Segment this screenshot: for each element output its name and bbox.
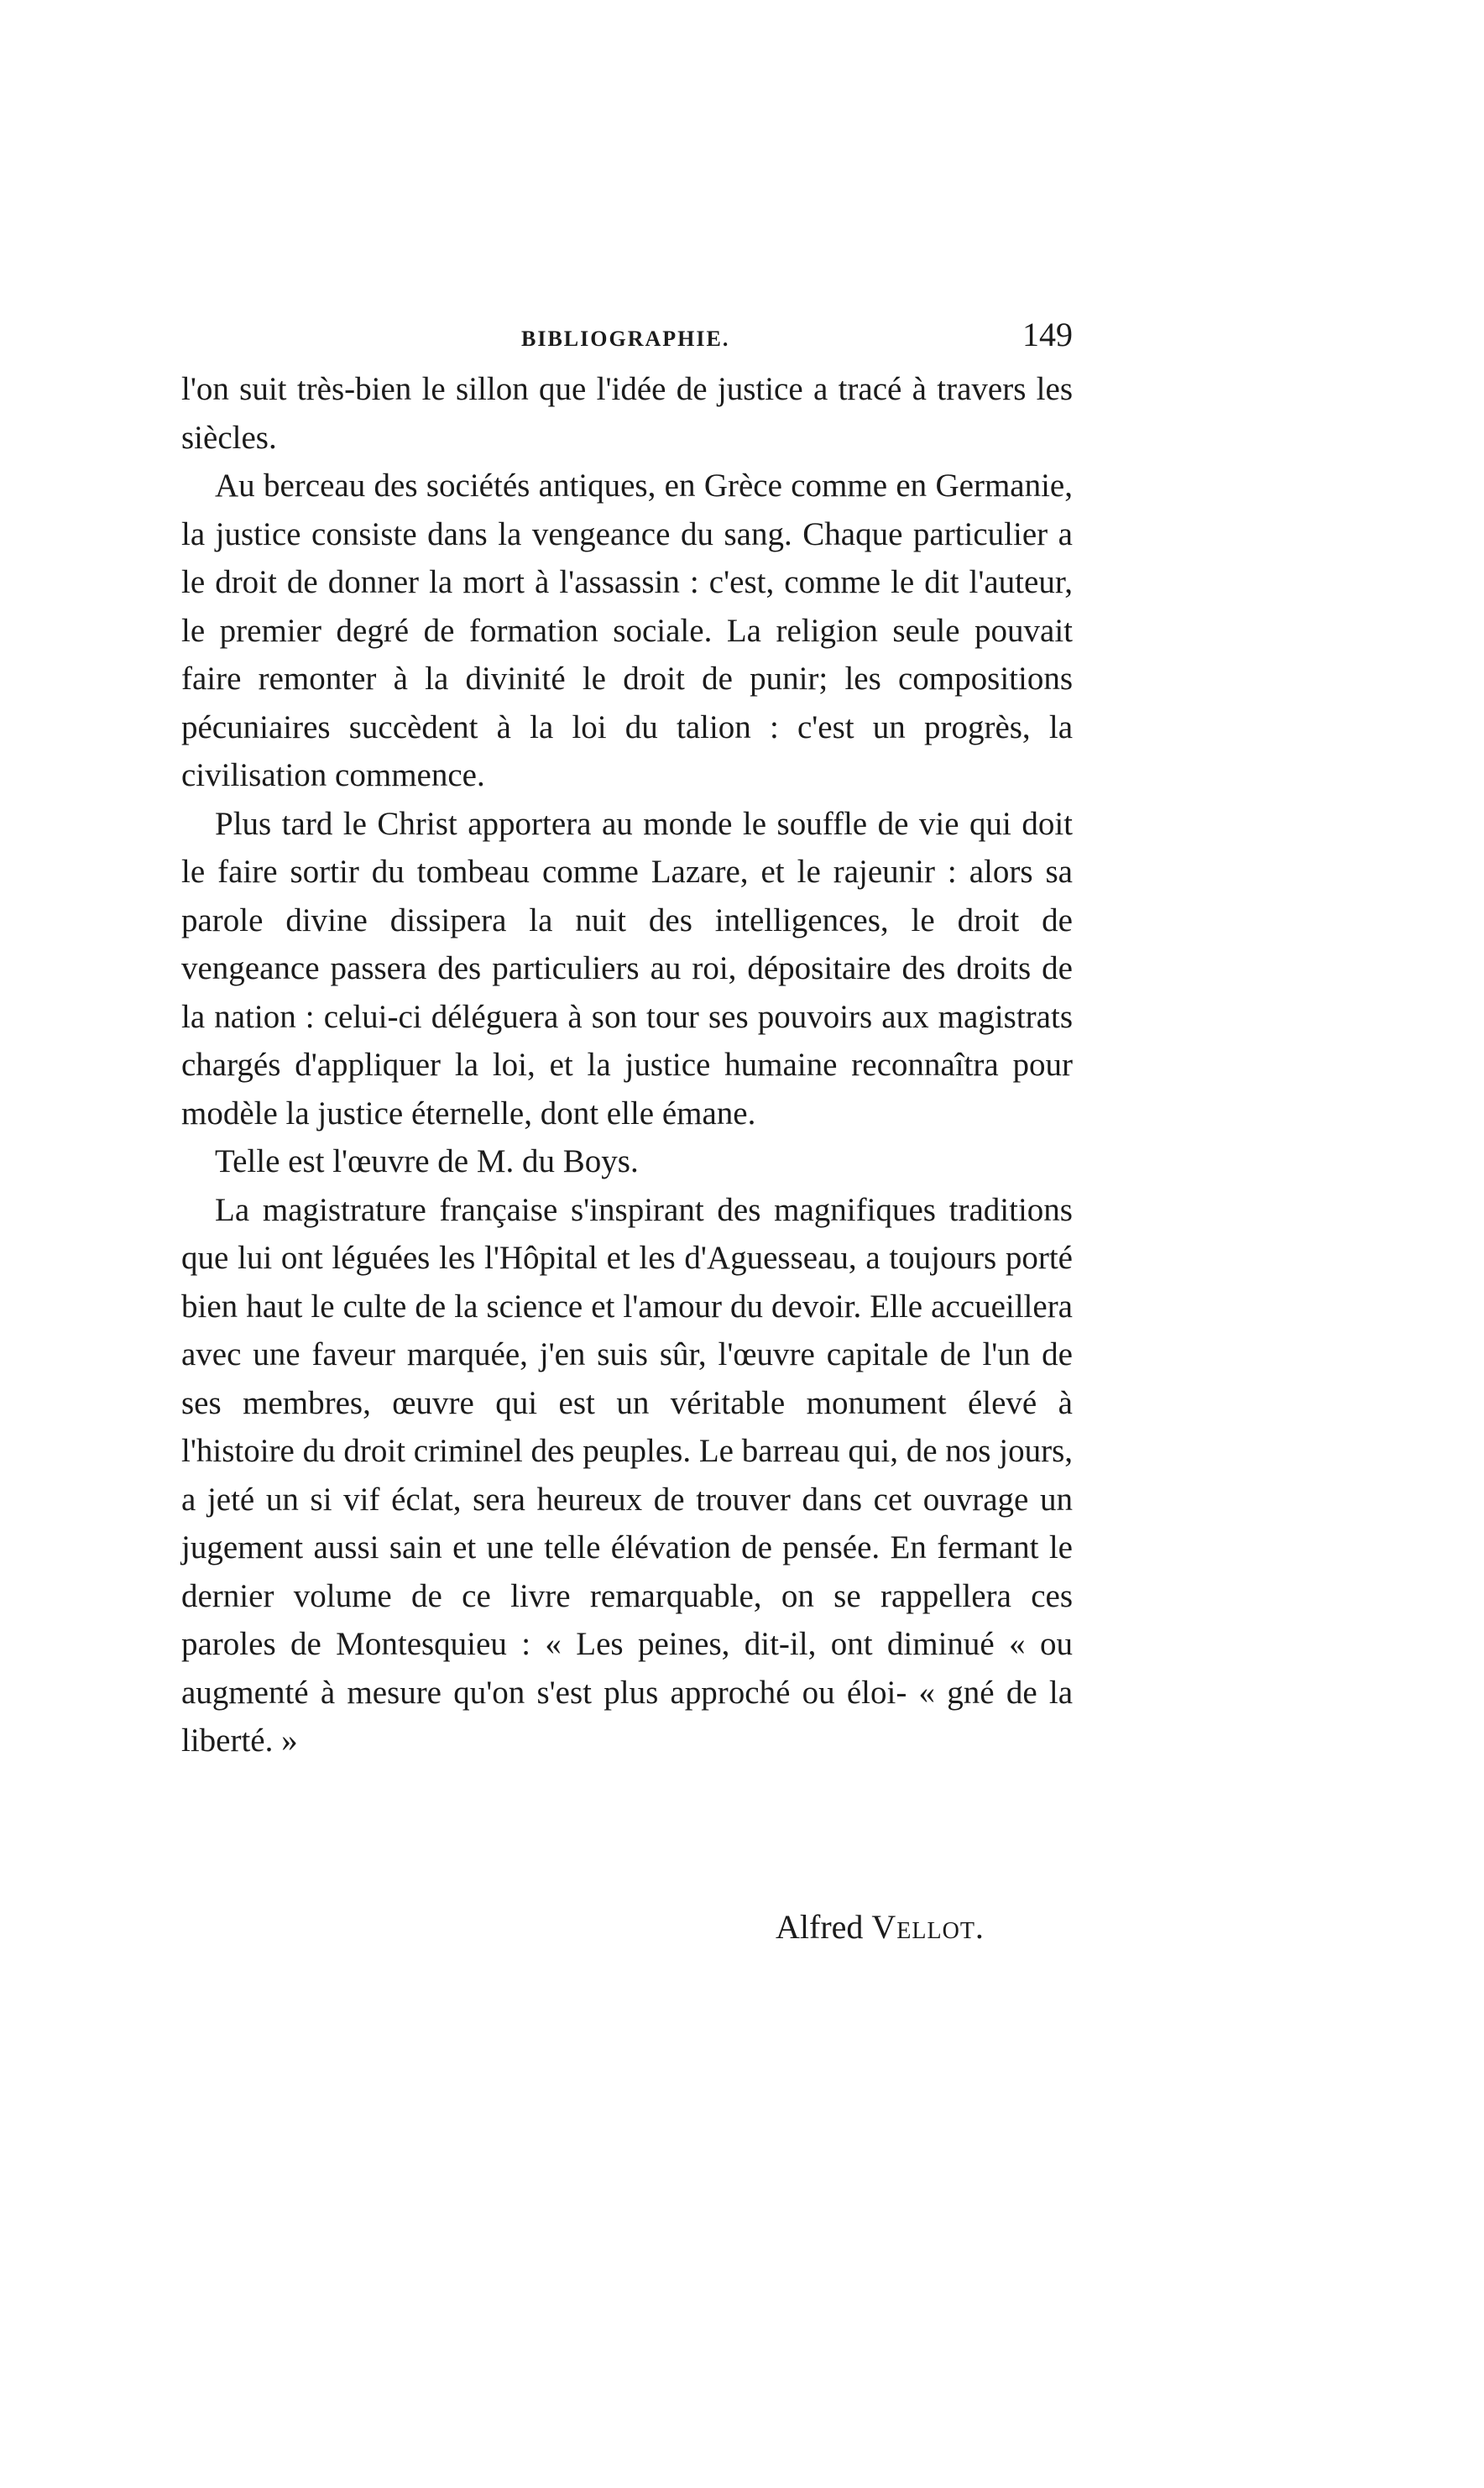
page-number: 149 <box>1022 316 1073 353</box>
page-header <box>181 315 1073 365</box>
paragraph-continuation: l'on suit très-bien le sillon que l'idée de justice a tracé à travers les siècles. <box>181 371 1073 456</box>
paragraph-magistrature: La magistrature française s'inspirant des magnifiques traditions que lui ont léguées les l'Hôpital et les d'Aguesseau, a toujours porté bien haut le culte de la science et l'amour du devoir. Elle accueillera avec une faveur marquée, j'en suis sûr, l'œuvre capitale de l'un de ses membres, œuvre qui est un véritable monument élevé à l'histoire du droit criminel des peuples. Le barreau qui, de nos jours, a jeté un si vif éclat, sera heureux de trouver dans cet ouvrage un jugement aussi sain et une telle élévation de pensée. En fermant le dernier volume de ce livre remarquable, on se rappellera ces paroles de Montesquieu : « Les peines, dit-il, ont diminué « ou augmenté à mesure qu'on s'est plus approché ou éloi- « gné de la liberté. » <box>181 1191 1073 1759</box>
author-signature <box>776 1907 985 1947</box>
paragraph-ancient-societies: Au berceau des sociétés antiques, en Grèce comme en Germanie, la justice consiste dans la vengeance du sang. Chaque particulier a le droit de donner la mort à l'assassin : c'est, comme le dit l'auteur, le premier degré de formation sociale. La religion seule pouvait faire remonter à la divinité le droit de punir; les compositions pécuniaires succèdent à la loi du talion : c'est un progrès, la civilisation commence. <box>181 468 1073 793</box>
paragraph-oeuvre: Telle est l'œuvre de M. du Boys. <box>215 1143 639 1179</box>
signature-surname: Vellot. <box>871 1908 985 1946</box>
signature-first-name: Alfred <box>776 1908 864 1946</box>
body-text <box>181 365 1073 1765</box>
paragraph-christ: Plus tard le Christ apportera au monde le souffle de vie qui doit le faire sortir du tombeau comme Lazare, et le rajeunir : alors sa parole divine dissipera la nuit des intelligences, le droit de vengeance passera des particuliers au roi, dépositaire des droits de la nation : celui-ci déléguera à son tour ses pouvoirs aux magistrats chargés d'appliquer la loi, et la justice humaine reconnaîtra pour modèle la justice éternelle, dont elle émane. <box>181 805 1073 1132</box>
running-title: BIBLIOGRAPHIE. <box>521 327 730 351</box>
